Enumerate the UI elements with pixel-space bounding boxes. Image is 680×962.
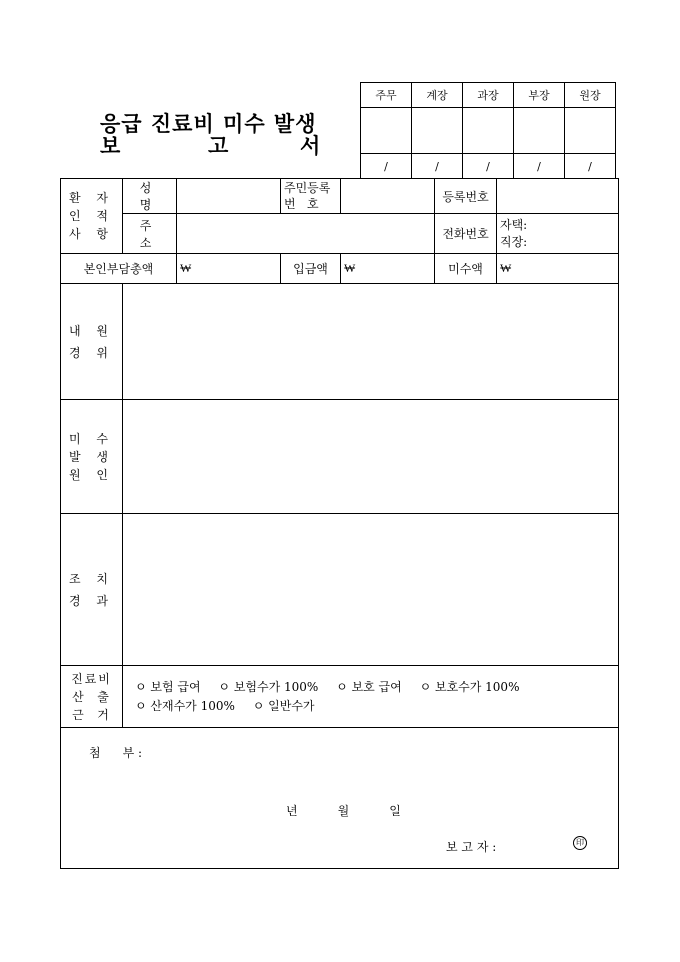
cause-field[interactable] [123,400,619,514]
title-char: 고 [208,133,230,158]
reporter-label: 보 고 자 : [446,840,497,854]
option-welfare[interactable]: ㅇ 보호 급여 [336,679,402,694]
patient-section-label: 환 자 인 적 사 항 [61,179,123,254]
total-amount-label: 본인부담총액 [61,254,177,284]
seal-icon: 印 [573,836,587,850]
resident-id-label: 주민등록 번 호 [281,179,341,214]
history-field[interactable] [123,284,619,400]
address-label: 주 소 [123,214,177,254]
option-welfare-100[interactable]: ㅇ 보호수가 100% [419,679,520,694]
report-date: 년 월 일 [286,804,401,818]
approval-date[interactable]: / [463,154,514,179]
signature-box[interactable] [463,108,514,154]
approval-role: 과장 [463,83,514,108]
cause-label: 미 수 발 생 원 인 [61,400,123,514]
name-label: 성 명 [123,179,177,214]
basis-options [123,666,619,728]
approval-role: 계장 [412,83,463,108]
paid-amount-field[interactable]: ₩ [341,254,435,284]
registration-field[interactable] [497,179,619,214]
action-field[interactable] [123,514,619,666]
history-label: 내 원 경 위 [61,284,123,400]
document-title: 응급 진료비 미수 발생 [100,111,317,136]
option-insurance-100[interactable]: ㅇ 보험수가 100% [218,679,319,694]
title-char: 보 [100,133,122,158]
registration-label: 등록번호 [435,179,497,214]
document-title-line2 [100,130,370,160]
approval-role: 주무 [361,83,412,108]
signature-box[interactable] [514,108,565,154]
address-field[interactable] [177,214,435,254]
approval-grid [360,82,616,179]
signature-box[interactable] [361,108,412,154]
option-general[interactable]: ㅇ 일반수가 [252,698,315,713]
signature-box[interactable] [565,108,616,154]
approval-date[interactable]: / [412,154,463,179]
unpaid-amount-field[interactable]: ₩ [497,254,619,284]
paid-amount-label: 입금액 [281,254,341,284]
attachment-label: 첨 부 : [89,746,143,760]
action-label: 조 치 경 과 [61,514,123,666]
attachment-section [61,728,619,869]
signature-box[interactable] [412,108,463,154]
phone-field[interactable]: 자택: 직장: [497,214,619,254]
total-amount-field[interactable]: ₩ [177,254,281,284]
title-char: 서 [300,133,322,158]
approval-date[interactable]: / [361,154,412,179]
option-insurance[interactable]: ㅇ 보험 급여 [135,679,201,694]
report-form [60,178,619,869]
basis-label: 진료비 산 출 근 거 [61,666,123,728]
unpaid-amount-label: 미수액 [435,254,497,284]
name-field[interactable] [177,179,281,214]
phone-label: 전화번호 [435,214,497,254]
option-industrial-100[interactable]: ㅇ 산재수가 100% [135,698,235,713]
approval-role: 부장 [514,83,565,108]
approval-role: 원장 [565,83,616,108]
approval-date[interactable]: / [514,154,565,179]
approval-date[interactable]: / [565,154,616,179]
resident-id-field[interactable] [341,179,435,214]
